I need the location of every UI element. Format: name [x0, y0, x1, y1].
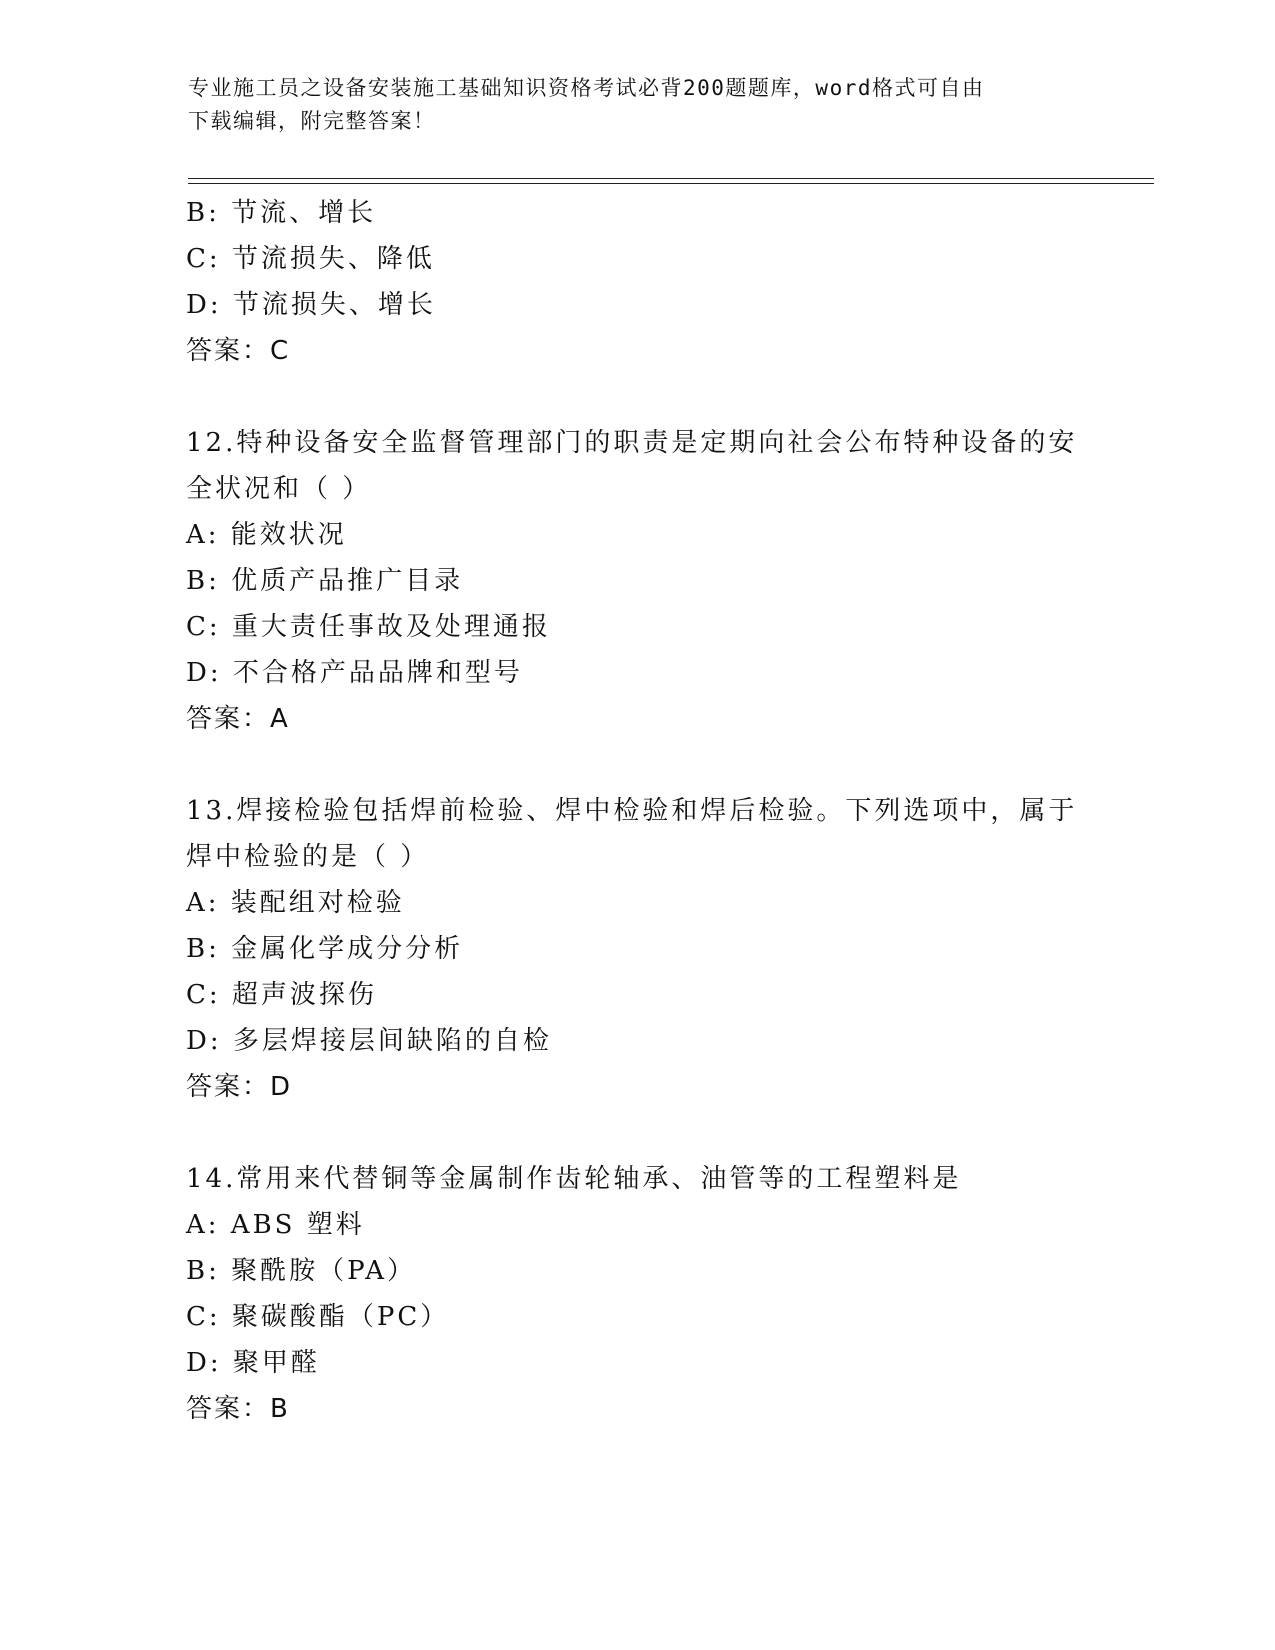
option-a: A: ABS 塑料	[186, 1210, 365, 1240]
spacer	[186, 742, 1086, 788]
spacer	[186, 1110, 1086, 1156]
header-line-2: 下载编辑，附完整答案！	[188, 109, 436, 133]
question-list	[186, 190, 1086, 1432]
answer-line: 答案：B	[186, 1394, 290, 1424]
spacer	[186, 374, 1086, 420]
header-line-1: 专业施工员之设备安装施工基础知识资格考试必背200题题库，word格式可自由	[188, 76, 985, 100]
option-b: B: 聚酰胺（PA）	[186, 1256, 417, 1286]
option-c: C: 节流损失、降低	[186, 244, 435, 274]
option-d: D: 节流损失、增长	[186, 290, 436, 320]
option-a: A: 能效状况	[186, 520, 347, 550]
option-d: D: 不合格产品品牌和型号	[186, 658, 523, 688]
header-divider-top	[188, 178, 1154, 179]
option-b: B: 优质产品推广目录	[186, 566, 464, 596]
answer-line: 答案：A	[186, 704, 290, 734]
option-a: A: 装配组对检验	[186, 888, 405, 918]
option-d: D: 多层焊接层间缺陷的自检	[186, 1026, 552, 1056]
question-text-line-1: 12.特种设备安全监督管理部门的职责是定期向社会公布特种设备的安	[186, 428, 1078, 458]
question-text-line-2: 焊中检验的是（ ）	[186, 842, 430, 872]
question-11-continued	[186, 190, 1086, 374]
question-text-line-1: 13.焊接检验包括焊前检验、焊中检验和焊后检验。下列选项中，属于	[186, 796, 1078, 826]
question-14	[186, 1156, 1086, 1432]
question-text-line-1: 14.常用来代替铜等金属制作齿轮轴承、油管等的工程塑料是	[186, 1164, 962, 1194]
option-c: C: 聚碳酸酯（PC）	[186, 1302, 450, 1332]
question-12	[186, 420, 1086, 742]
header-divider-bottom	[188, 183, 1154, 184]
option-d: D: 聚甲醛	[186, 1348, 320, 1378]
page-header	[188, 72, 1068, 138]
option-b: B: 金属化学成分分析	[186, 934, 464, 964]
option-c: C: 重大责任事故及处理通报	[186, 612, 551, 642]
question-13	[186, 788, 1086, 1110]
answer-line: 答案：D	[186, 1072, 293, 1102]
option-b: B: 节流、增长	[186, 198, 377, 228]
question-text-line-2: 全状况和（ ）	[186, 474, 372, 504]
option-c: C: 超声波探伤	[186, 980, 377, 1010]
answer-line: 答案：C	[186, 336, 291, 366]
